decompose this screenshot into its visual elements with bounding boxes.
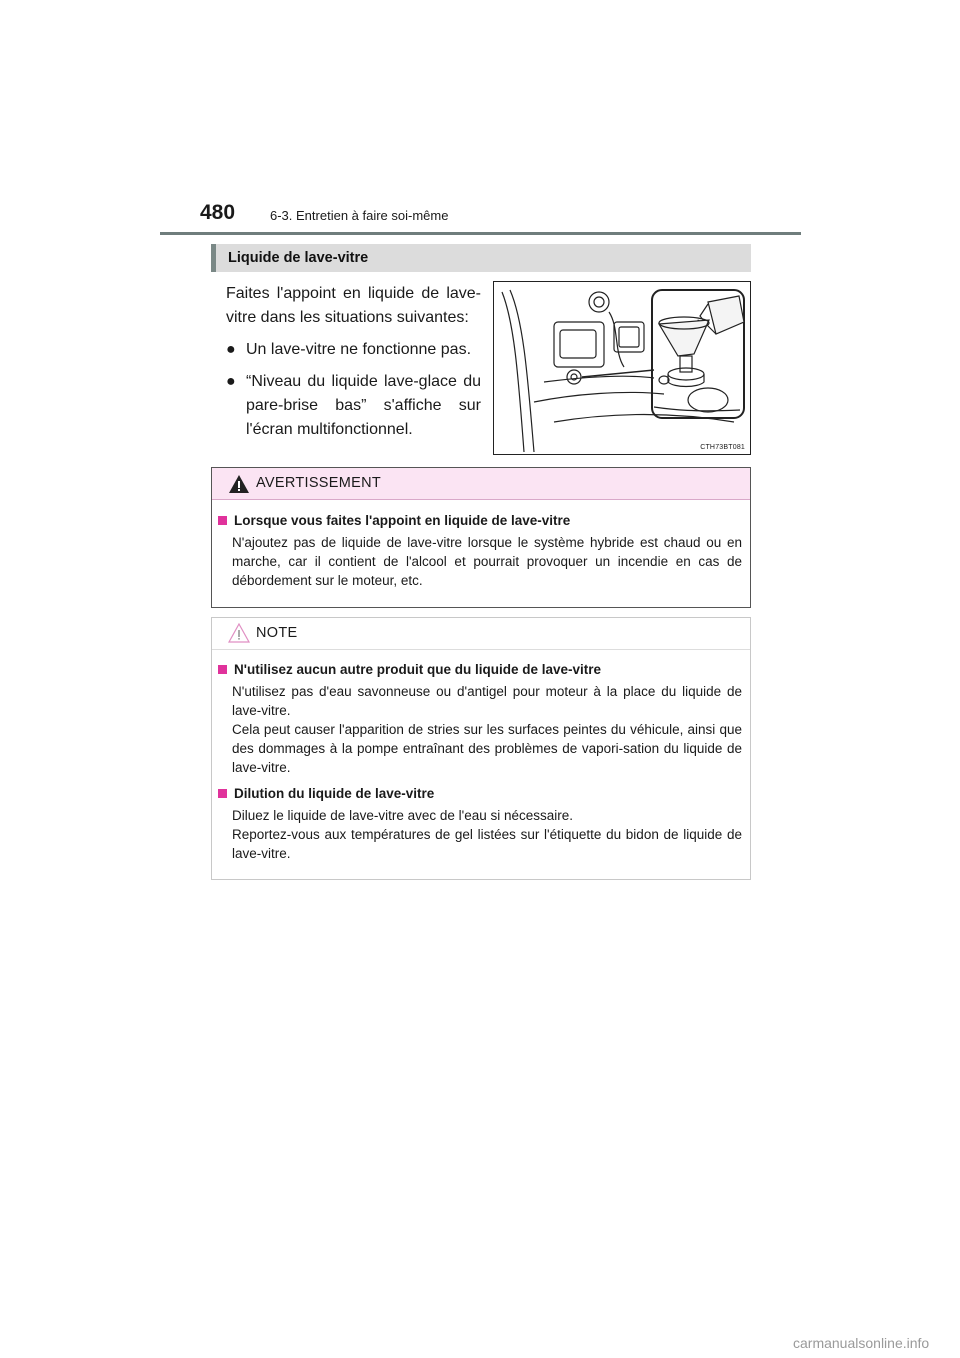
intro-text xyxy=(226,282,481,442)
section-title: 6-3. Entretien à faire soi-même xyxy=(270,208,449,223)
bullet-text: “Niveau du liquide lave-glace du pare-brise bas” s'affiche sur l'écran multifonctionnel. xyxy=(246,373,481,438)
pink-square-bullet-icon xyxy=(218,665,227,674)
note-box xyxy=(211,617,751,880)
note-item-1 xyxy=(218,661,742,777)
note-item-title xyxy=(218,785,742,803)
note-item-body xyxy=(232,806,742,863)
note-header xyxy=(212,618,750,650)
note-item-body-text: Reportez-vous aux températures de gel listées sur l'étiquette du bidon de liquide de lave-vitre. xyxy=(232,827,742,861)
warning-item-title xyxy=(218,512,742,530)
warning-triangle-icon xyxy=(228,474,250,494)
warning-item-body-text: N'ajoutez pas de liquide de lave-vitre lorsque le système hybride est chaud ou en marche, car il contient de l'alcool et pourrait provoquer un incendie en cas de débordement sur le moteur, etc. xyxy=(232,535,742,588)
bullet-text: Un lave-vitre ne fonctionne pas. xyxy=(246,341,472,358)
page-number: 480 xyxy=(200,201,236,224)
section-heading-text: Liquide de lave-vitre xyxy=(228,250,369,266)
section-heading xyxy=(211,244,751,272)
washer-fluid-figure xyxy=(493,281,751,455)
header-rule xyxy=(160,232,801,235)
note-item-body-text: N'utilisez pas d'eau savonneuse ou d'antigel pour moteur à la place du liquide de lave-vitre. xyxy=(232,684,742,718)
note-item-body xyxy=(232,682,742,777)
pink-square-bullet-icon xyxy=(218,516,227,525)
warning-box xyxy=(211,467,751,608)
bullet-dot-icon: ● xyxy=(226,341,236,358)
washer-fluid-refill-illustration xyxy=(494,282,750,454)
note-item-body-text: Diluez le liquide de lave-vitre avec de l'eau si nécessaire. xyxy=(232,808,574,823)
note-item-title-text: N'utilisez aucun autre produit que du liquide de lave-vitre xyxy=(234,662,602,677)
bullet-dot-icon: ● xyxy=(226,373,236,390)
pink-square-bullet-icon xyxy=(218,789,227,798)
caution-triangle-outline-icon xyxy=(228,623,250,643)
footer-watermark: carmanualsonline.info xyxy=(793,1335,930,1351)
note-item-2 xyxy=(218,785,742,863)
note-item-title-text: Dilution du liquide de lave-vitre xyxy=(234,786,435,801)
note-title: NOTE xyxy=(256,625,298,641)
intro-bullet-1 xyxy=(226,338,481,362)
note-item-title xyxy=(218,661,742,679)
warning-header xyxy=(212,468,750,500)
intro-paragraph: Faites l'appoint en liquide de lave-vitre dans les situations suivantes: xyxy=(226,285,481,326)
note-item-body-text: Cela peut causer l'apparition de stries sur les surfaces peintes du véhicule, ainsi que des dommages à la pompe entraînant des problèmes de vapori-sation du liquide de lave-vitre. xyxy=(232,722,742,775)
figure-code: CTH73BT081 xyxy=(700,444,745,451)
warning-item xyxy=(218,512,742,590)
intro-bullet-2 xyxy=(226,370,481,442)
warning-item-body xyxy=(232,533,742,590)
warning-item-title-text: Lorsque vous faites l'appoint en liquide de lave-vitre xyxy=(234,513,571,528)
warning-title: AVERTISSEMENT xyxy=(256,475,382,491)
